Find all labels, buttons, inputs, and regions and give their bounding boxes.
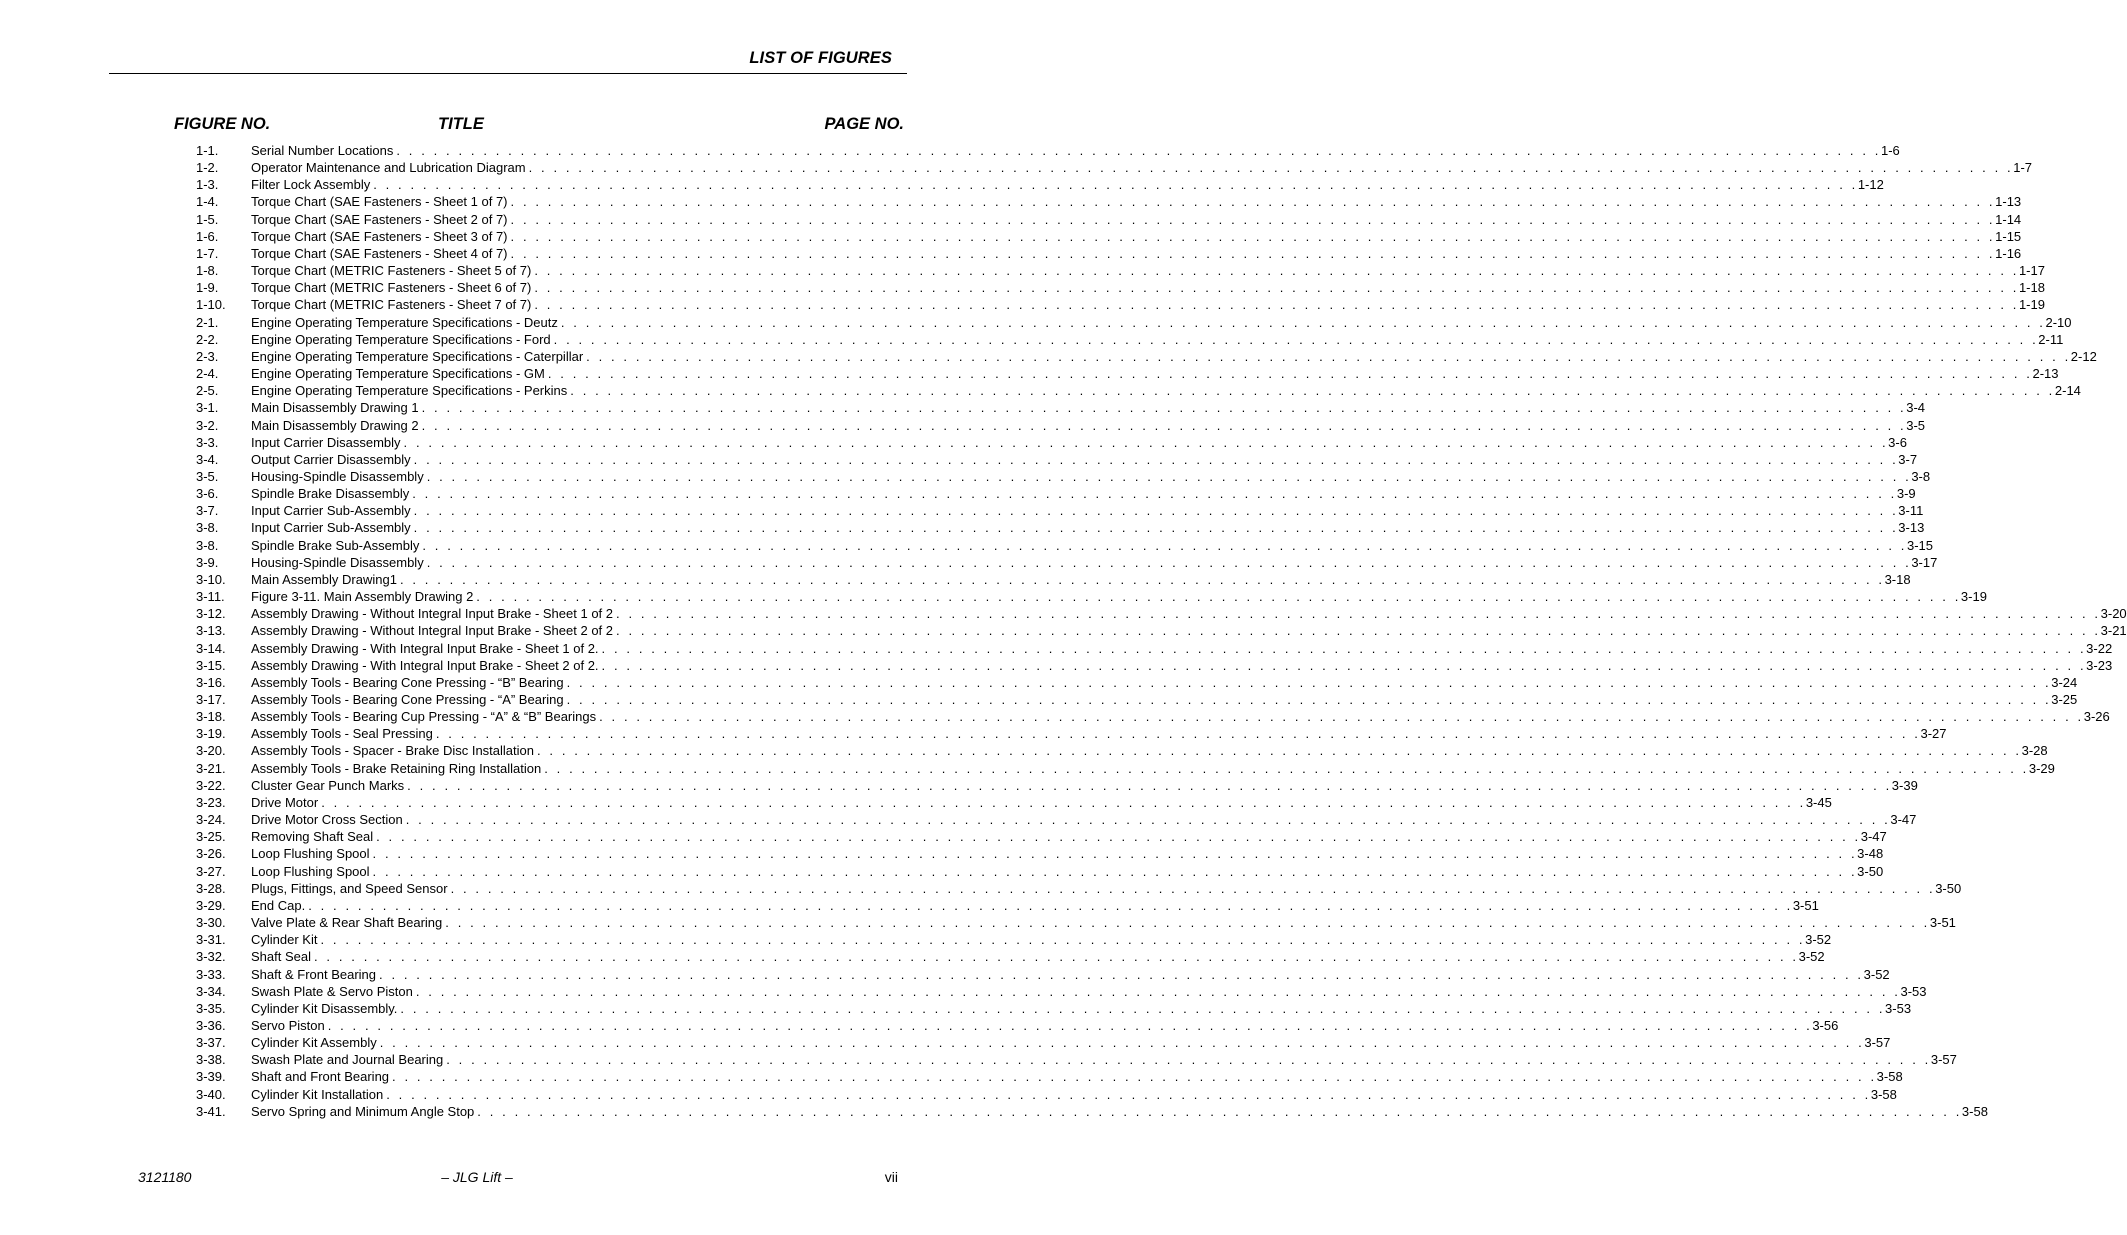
figure-page-number: 3-47 [1890,812,1917,828]
figure-number: 3-15. [196,657,226,673]
figure-number: 1-10. [196,297,226,313]
figure-number: 3-34. [196,983,226,999]
figure-page-number: 3-17 [1911,554,1938,570]
figure-page-number: 3-52 [1863,966,1890,982]
figure-number: 2-4. [196,366,219,382]
figure-page-number: 3-51 [1792,897,1819,913]
dot-leader: . . . . . . . . . . . . . . . . . . . . . . . . . . . . . . . . . . . . . . . . . . . . . . . . . . . . . . . . . . . . . . . . . . . . . . . . . . . . . . . . . . . . . . . . . . . . . . . . . . . . . . . . . . . . . . . . . . . . . . . . [616,606,2101,622]
figure-list-item[interactable] [196,262,2045,279]
figure-title: Assembly Tools - Seal Pressing [251,726,433,742]
figure-page-number: 2-11 [2038,331,2064,347]
figure-number: 3-23. [196,794,226,810]
figure-list-item[interactable] [196,1068,1903,1085]
dot-leader: . . . . . . . . . . . . . . . . . . . . . . . . . . . . . . . . . . . . . . . . . . . . . . . . . . . . . . . . . . . . . . . . . . . . . . . . . . . . . . . . . . . . . . . . . . . . . . . . . . . . . . . . . . . . . . . . . . . . . . . . [547,366,2033,382]
figure-number: 3-39. [196,1069,226,1085]
figure-list-item[interactable] [196,331,2064,348]
figure-number: 3-1. [196,400,219,416]
dot-leader: . . . . . . . . . . . . . . . . . . . . . . . . . . . . . . . . . . . . . . . . . . . . . . . . . . . . . . . . . . . . . . . . . . . . . . . . . . . . . . . . . . . . . . . . . . . . . . . . . . . . . . . . . . . . . . . . . . . . . . . . [396,143,1881,158]
figure-page-number: 3-58 [1876,1069,1903,1085]
dot-leader: . . . . . . . . . . . . . . . . . . . . . . . . . . . . . . . . . . . . . . . . . . . . . . . . . . . . . . . . . . . . . . . . . . . . . . . . . . . . . . . . . . . . . . . . . . . . . . . . . . . . . . . . . . . . . . . . . . . . . . . . [435,726,1921,742]
figure-number: 3-6. [196,486,219,502]
figure-list-item[interactable] [196,1086,1897,1103]
figure-page-number: 1-15 [1995,228,2022,244]
figure-page-number: 1-18 [2018,280,2045,296]
figure-page-number: 3-8 [1911,468,1931,484]
dot-leader: . . . . . . . . . . . . . . . . . . . . . . . . . . . . . . . . . . . . . . . . . . . . . . . . . . . . . . . . . . . . . . . . . . . . . . . . . . . . . . . . . . . . . . . . . . . . . . . . . . . . . . . . . . . . . . . . . . . . . . . . [599,709,2084,725]
figure-title: Serial Number Locations [251,143,394,158]
figure-list-item[interactable] [196,279,2045,296]
figure-title: Plugs, Fittings, and Speed Sensor [251,880,448,896]
figure-page-number: 1-17 [2018,263,2045,279]
figure-title: Assembly Tools - Bearing Cone Pressing - “A” Bearing [251,692,564,707]
figure-page-number: 3-20 [2100,606,2127,622]
figure-page-number: 3-5 [1906,417,1926,433]
dot-leader: . . . . . . . . . . . . . . . . . . . . . . . . . . . . . . . . . . . . . . . . . . . . . . . . . . . . . . . . . . . . . . . . . . . . . . . . . . . . . . . . . . . . . . . . . . . . . . . . . . . . . . . . . . . . . . . . . . . . . . . . [373,177,1858,193]
figure-page-number: 3-23 [2086,657,2113,673]
dot-leader: . . . . . . . . . . . . . . . . . . . . . . . . . . . . . . . . . . . . . . . . . . . . . . . . . . . . . . . . . . . . . . . . . . . . . . . . . . . . . . . . . . . . . . . . . . . . . . . . . . . . . . . . . . . . . . . . . . . . . . . . [450,880,1936,896]
column-header-title: TITLE [438,115,484,133]
figure-page-number: 3-9 [1896,486,1916,502]
figure-page-number: 2-10 [2045,314,2072,330]
figure-number: 3-26. [196,846,226,862]
figure-title: Input Carrier Disassembly [251,434,401,450]
dot-leader: . . . . . . . . . . . . . . . . . . . . . . . . . . . . . . . . . . . . . . . . . . . . . . . . . . . . . . . . . . . . . . . . . . . . . . . . . . . . . . . . . . . . . . . . . . . . . . . . . . . . . . . . . . . . . . . . . . . . . . . . [314,949,1799,965]
figure-page-number: 3-50 [1857,863,1884,879]
figure-page-number: 1-6 [1880,143,1900,158]
figure-page-number: 3-39 [1891,777,1918,793]
figure-title: Spindle Brake Disassembly [251,486,410,502]
figure-list-item[interactable] [196,914,1956,931]
dot-leader: . . . . . . . . . . . . . . . . . . . . . . . . . . . . . . . . . . . . . . . . . . . . . . . . . . . . . . . . . . . . . . . . . . . . . . . . . . . . . . . . . . . . . . . . . . . . . . . . . . . . . . . . . . . . . . . . . . . . . . . . [566,692,2052,707]
dot-leader: . . . . . . . . . . . . . . . . . . . . . . . . . . . . . . . . . . . . . . . . . . . . . . . . . . . . . . . . . . . . . . . . . . . . . . . . . . . . . . . . . . . . . . . . . . . . . . . . . . . . . . . . . . . . . . . . . . . . . . . . [570,383,2055,399]
figure-title: Assembly Drawing - Without Integral Input Brake - Sheet 1 of 2 [251,606,614,622]
figure-title: Cylinder Kit Disassembly. [251,1000,398,1016]
figure-page-number: 3-28 [2021,743,2048,759]
figure-number: 1-7. [196,245,219,261]
figure-title: Swash Plate and Journal Bearing [251,1052,444,1068]
figure-title: Figure 3-11. Main Assembly Drawing 2 [251,589,474,605]
dot-leader: . . . . . . . . . . . . . . . . . . . . . . . . . . . . . . . . . . . . . . . . . . . . . . . . . . . . . . . . . . . . . . . . . . . . . . . . . . . . . . . . . . . . . . . . . . . . . . . . . . . . . . . . . . . . . . . . . . . . . . . . [510,211,1996,227]
figure-list-item[interactable] [196,845,1884,862]
figure-list-item[interactable] [196,794,1832,811]
dot-leader: . . . . . . . . . . . . . . . . . . . . . . . . . . . . . . . . . . . . . . . . . . . . . . . . . . . . . . . . . . . . . . . . . . . . . . . . . . . . . . . . . . . . . . . . . . . . . . . . . . . . . . . . . . . . . . . . . . . . . . . . [422,537,1907,553]
figure-number: 3-29. [196,897,226,913]
page-header-title: LIST OF FIGURES [749,49,892,67]
figure-list-item[interactable] [196,211,2022,228]
figure-page-number: 2-14 [2054,383,2081,399]
figure-list-item[interactable] [196,314,2072,331]
figure-page-number: 3-22 [2086,640,2113,656]
figure-number: 3-40. [196,1086,226,1102]
figure-list-item[interactable] [196,811,1917,828]
dot-leader: . . . . . . . . . . . . . . . . . . . . . . . . . . . . . . . . . . . . . . . . . . . . . . . . . . . . . . . . . . . . . . . . . . . . . . . . . . . . . . . . . . . . . . . . . . . . . . . . . . . . . . . . . . . . . . . . . . . . . . . . [421,400,1907,416]
figure-list-item[interactable] [196,348,2097,365]
dot-leader: . . . . . . . . . . . . . . . . . . . . . . . . . . . . . . . . . . . . . . . . . . . . . . . . . . . . . . . . . . . . . . . . . . . . . . . . . . . . . . . . . . . . . . . . . . . . . . . . . . . . . . . . . . . . . . . . . . . . . . . . [321,794,1806,810]
figure-list-item[interactable] [196,193,2022,210]
figure-title: Torque Chart (METRIC Fasteners - Sheet 6 of 7) [251,280,532,296]
figure-list-item[interactable] [196,382,2081,399]
figure-page-number: 2-12 [2070,348,2097,364]
figure-number: 1-3. [196,177,219,193]
figure-list-item[interactable] [196,228,2022,245]
figure-number: 3-3. [196,434,219,450]
figure-title: Servo Piston [251,1017,325,1033]
dot-leader: . . . . . . . . . . . . . . . . . . . . . . . . . . . . . . . . . . . . . . . . . . . . . . . . . . . . . . . . . . . . . . . . . . . . . . . . . . . . . . . . . . . . . . . . . . . . . . . . . . . . . . . . . . . . . . . . . . . . . . . . [412,486,1897,502]
figure-list-item[interactable] [196,742,2048,759]
figure-title: Housing-Spindle Disassembly [251,554,424,570]
dot-leader: . . . . . . . . . . . . . . . . . . . . . . . . . . . . . . . . . . . . . . . . . . . . . . . . . . . . . . . . . . . . . . . . . . . . . . . . . . . . . . . . . . . . . . . . . . . . . . . . . . . . . . . . . . . . . . . . . . . . . . . . [426,554,1912,570]
figure-title: Engine Operating Temperature Specifications - Ford [251,331,551,347]
figure-number: 3-33. [196,966,226,982]
figure-title: Engine Operating Temperature Specifications - Deutz [251,314,558,330]
figure-page-number: 3-53 [1900,983,1927,999]
figure-number: 3-32. [196,949,226,965]
figure-list-item[interactable] [196,983,1927,1000]
figure-number: 3-41. [196,1103,226,1119]
dot-leader: . . . . . . . . . . . . . . . . . . . . . . . . . . . . . . . . . . . . . . . . . . . . . . . . . . . . . . . . . . . . . . . . . . . . . . . . . . . . . . . . . . . . . . . . . . . . . . . . . . . . . . . . . . . . . . . . . . . . . . . . [510,228,1996,244]
dot-leader: . . . . . . . . . . . . . . . . . . . . . . . . . . . . . . . . . . . . . . . . . . . . . . . . . . . . . . . . . . . . . . . . . . . . . . . . . . . . . . . . . . . . . . . . . . . . . . . . . . . . . . . . . . . . . . . . . . . . . . . . [510,194,1996,210]
figure-number: 2-2. [196,331,219,347]
dot-leader: . . . . . . . . . . . . . . . . . . . . . . . . . . . . . . . . . . . . . . . . . . . . . . . . . . . . . . . . . . . . . . . . . . . . . . . . . . . . . . . . . . . . . . . . . . . . . . . . . . . . . . . . . . . . . . . . . . . . . . . . [601,657,2087,673]
figure-page-number: 3-26 [2083,709,2110,725]
figure-list-item[interactable] [196,948,1825,965]
figure-page-number: 3-58 [1961,1103,1988,1119]
figure-title: Assembly Drawing - With Integral Input Brake - Sheet 1 of 2. [251,640,599,656]
figure-list-item[interactable] [196,760,2055,777]
dot-leader: . . . . . . . . . . . . . . . . . . . . . . . . . . . . . . . . . . . . . . . . . . . . . . . . . . . . . . . . . . . . . . . . . . . . . . . . . . . . . . . . . . . . . . . . . . . . . . . . . . . . . . . . . . . . . . . . . . . . . . . . [327,1017,1813,1033]
figure-title: Loop Flushing Spool [251,863,370,879]
figure-title: Assembly Tools - Spacer - Brake Disc Installation [251,743,534,759]
figure-number: 1-9. [196,280,219,296]
figure-number: 1-5. [196,211,219,227]
figure-page-number: 3-48 [1857,846,1884,862]
figure-list-item[interactable] [196,571,1911,588]
figure-number: 1-8. [196,263,219,279]
figure-title: Drive Motor Cross Section [251,812,403,828]
figure-title: Valve Plate & Rear Shaft Bearing [251,915,443,931]
figure-number: 2-5. [196,383,219,399]
figure-list-item[interactable] [196,691,2078,708]
figure-list-item[interactable] [196,674,2078,691]
dot-leader: . . . . . . . . . . . . . . . . . . . . . . . . . . . . . . . . . . . . . . . . . . . . . . . . . . . . . . . . . . . . . . . . . . . . . . . . . . . . . . . . . . . . . . . . . . . . . . . . . . . . . . . . . . . . . . . . . . . . . . . . [392,1069,1877,1085]
figure-number: 2-3. [196,348,219,364]
figure-page-number: 1-7 [2013,160,2033,176]
figure-list-item[interactable] [196,159,2033,176]
figure-title: Torque Chart (SAE Fasteners - Sheet 2 of 7) [251,211,508,227]
figure-title: Torque Chart (METRIC Fasteners - Sheet 5 of 7) [251,263,532,279]
figure-page-number: 1-13 [1995,194,2022,210]
figure-list-item[interactable] [196,863,1884,880]
dot-leader: . . . . . . . . . . . . . . . . . . . . . . . . . . . . . . . . . . . . . . . . . . . . . . . . . . . . . . . . . . . . . . . . . . . . . . . . . . . . . . . . . . . . . . . . . . . . . . . . . . . . . . . . . . . . . . . . . . . . . . . . [586,348,2071,364]
figure-number: 3-2. [196,417,219,433]
dot-leader: . . . . . . . . . . . . . . . . . . . . . . . . . . . . . . . . . . . . . . . . . . . . . . . . . . . . . . . . . . . . . . . . . . . . . . . . . . . . . . . . . . . . . . . . . . . . . . . . . . . . . . . . . . . . . . . . . . . . . . . . [601,640,2087,656]
figure-page-number: 3-13 [1898,520,1925,536]
figure-page-number: 3-52 [1798,949,1825,965]
dot-leader: . . . . . . . . . . . . . . . . . . . . . . . . . . . . . . . . . . . . . . . . . . . . . . . . . . . . . . . . . . . . . . . . . . . . . . . . . . . . . . . . . . . . . . . . . . . . . . . . . . . . . . . . . . . . . . . . . . . . . . . . [421,417,1907,433]
figure-number: 3-37. [196,1035,226,1051]
figure-page-number: 3-11 [1898,503,1924,519]
figure-list-item[interactable] [196,296,2045,313]
figure-list-item[interactable] [196,1051,1957,1068]
figure-list-item[interactable] [196,931,1832,948]
figure-title: Cluster Gear Punch Marks [251,777,405,793]
figure-title: Engine Operating Temperature Specifications - Perkins [251,383,568,399]
figure-title: Cylinder Kit Assembly [251,1035,377,1051]
dot-leader: . . . . . . . . . . . . . . . . . . . . . . . . . . . . . . . . . . . . . . . . . . . . . . . . . . . . . . . . . . . . . . . . . . . . . . . . . . . . . . . . . . . . . . . . . . . . . . . . . . . . . . . . . . . . . . . . . . . . . . . . [560,314,2046,330]
figure-number: 3-18. [196,709,226,725]
figure-list-item[interactable] [196,966,1890,983]
dot-leader: . . . . . . . . . . . . . . . . . . . . . . . . . . . . . . . . . . . . . . . . . . . . . . . . . . . . . . . . . . . . . . . . . . . . . . . . . . . . . . . . . . . . . . . . . . . . . . . . . . . . . . . . . . . . . . . . . . . . . . . . [446,1052,1931,1068]
figure-list-item[interactable] [196,725,1947,742]
figure-title: Engine Operating Temperature Specifications - GM [251,366,545,382]
figure-title: Torque Chart (SAE Fasteners - Sheet 3 of 7) [251,228,508,244]
figure-number: 2-1. [196,314,219,330]
figure-list-item[interactable] [196,657,2113,674]
figure-title: Assembly Drawing - With Integral Input Brake - Sheet 2 of 2. [251,657,599,673]
figure-page-number: 3-56 [1812,1017,1839,1033]
figure-list-item[interactable] [196,468,1931,485]
figure-list-item[interactable] [196,640,2113,657]
figure-number: 3-12. [196,606,226,622]
figure-list-item[interactable] [196,554,1938,571]
dot-leader: . . . . . . . . . . . . . . . . . . . . . . . . . . . . . . . . . . . . . . . . . . . . . . . . . . . . . . . . . . . . . . . . . . . . . . . . . . . . . . . . . . . . . . . . . . . . . . . . . . . . . . . . . . . . . . . . . . . . . . . . [553,331,2039,347]
figure-number: 3-24. [196,812,226,828]
figure-number: 3-28. [196,880,226,896]
figure-page-number: 3-57 [1864,1035,1891,1051]
figure-page-number: 1-14 [1995,211,2022,227]
header-divider [109,73,907,74]
dot-leader: . . . . . . . . . . . . . . . . . . . . . . . . . . . . . . . . . . . . . . . . . . . . . . . . . . . . . . . . . . . . . . . . . . . . . . . . . . . . . . . . . . . . . . . . . . . . . . . . . . . . . . . . . . . . . . . . . . . . . . . . [426,468,1912,484]
figure-title: Assembly Drawing - Without Integral Input Brake - Sheet 2 of 2 [251,623,614,639]
dot-leader: . . . . . . . . . . . . . . . . . . . . . . . . . . . . . . . . . . . . . . . . . . . . . . . . . . . . . . . . . . . . . . . . . . . . . . . . . . . . . . . . . . . . . . . . . . . . . . . . . . . . . . . . . . . . . . . . . . . . . . . . [320,932,1806,948]
figure-number: 3-35. [196,1000,226,1016]
figure-title: Cylinder Kit Installation [251,1086,384,1102]
dot-leader: . . . . . . . . . . . . . . . . . . . . . . . . . . . . . . . . . . . . . . . . . . . . . . . . . . . . . . . . . . . . . . . . . . . . . . . . . . . . . . . . . . . . . . . . . . . . . . . . . . . . . . . . . . . . . . . . . . . . . . . . [534,297,2019,313]
dot-leader: . . . . . . . . . . . . . . . . . . . . . . . . . . . . . . . . . . . . . . . . . . . . . . . . . . . . . . . . . . . . . . . . . . . . . . . . . . . . . . . . . . . . . . . . . . . . . . . . . . . . . . . . . . . . . . . . . . . . . . . . [510,245,1996,261]
figure-title: Cylinder Kit [251,932,318,948]
figure-number: 3-9. [196,554,219,570]
figure-number: 3-16. [196,674,226,690]
figure-title: Operator Maintenance and Lubrication Diagram [251,160,526,176]
figure-list-item[interactable] [196,1103,1988,1120]
figure-list-item[interactable] [196,451,1918,468]
figure-page-number: 3-18 [1884,571,1911,587]
figure-number: 3-10. [196,571,226,587]
figure-title: Shaft and Front Bearing [251,1069,390,1085]
figure-number: 3-8. [196,520,219,536]
figure-title: Main Disassembly Drawing 2 [251,417,419,433]
figure-list-item[interactable] [196,142,1900,159]
dot-leader: . . . . . . . . . . . . . . . . . . . . . . . . . . . . . . . . . . . . . . . . . . . . . . . . . . . . . . . . . . . . . . . . . . . . . . . . . . . . . . . . . . . . . . . . . . . . . . . . . . . . . . . . . . . . . . . . . . . . . . . . [379,966,1864,982]
dot-leader: . . . . . . . . . . . . . . . . . . . . . . . . . . . . . . . . . . . . . . . . . . . . . . . . . . . . . . . . . . . . . . . . . . . . . . . . . . . . . . . . . . . . . . . . . . . . . . . . . . . . . . . . . . . . . . . . . . . . . . . . [544,760,2029,776]
figure-number: 3-5. [196,468,219,484]
figure-title: Housing-Spindle Disassembly [251,468,424,484]
figure-title: Torque Chart (SAE Fasteners - Sheet 1 of 7) [251,194,508,210]
dot-leader: . . . . . . . . . . . . . . . . . . . . . . . . . . . . . . . . . . . . . . . . . . . . . . . . . . . . . . . . . . . . . . . . . . . . . . . . . . . . . . . . . . . . . . . . . . . . . . . . . . . . . . . . . . . . . . . . . . . . . . . . [528,160,2014,176]
figure-page-number: 3-50 [1935,880,1962,896]
figure-list-item[interactable] [196,828,1887,845]
figure-list-item[interactable] [196,588,1987,605]
figure-title: Drive Motor [251,794,319,810]
figure-number: 1-1. [196,143,219,158]
figure-number: 3-20. [196,743,226,759]
figure-title: Spindle Brake Sub-Assembly [251,537,420,553]
dot-leader: . . . . . . . . . . . . . . . . . . . . . . . . . . . . . . . . . . . . . . . . . . . . . . . . . . . . . . . . . . . . . . . . . . . . . . . . . . . . . . . . . . . . . . . . . . . . . . . . . . . . . . . . . . . . . . . . . . . . . . . . [415,983,1901,999]
dot-leader: . . . . . . . . . . . . . . . . . . . . . . . . . . . . . . . . . . . . . . . . . . . . . . . . . . . . . . . . . . . . . . . . . . . . . . . . . . . . . . . . . . . . . . . . . . . . . . . . . . . . . . . . . . . . . . . . . . . . . . . . [372,846,1858,862]
footer-doc-number: 3121180 [138,1169,192,1185]
dot-leader: . . . . . . . . . . . . . . . . . . . . . . . . . . . . . . . . . . . . . . . . . . . . . . . . . . . . . . . . . . . . . . . . . . . . . . . . . . . . . . . . . . . . . . . . . . . . . . . . . . . . . . . . . . . . . . . . . . . . . . . . [566,674,2052,690]
figure-page-number: 3-52 [1805,932,1832,948]
figure-list-item[interactable] [196,519,1925,536]
figure-title: Swash Plate & Servo Piston [251,983,413,999]
figure-title: Main Disassembly Drawing 1 [251,400,419,416]
figure-page-number: 3-51 [1929,915,1956,931]
figure-list-item[interactable] [196,1017,1839,1034]
figure-number: 3-11. [196,589,225,605]
figure-page-number: 3-25 [2051,692,2078,707]
dot-leader: . . . . . . . . . . . . . . . . . . . . . . . . . . . . . . . . . . . . . . . . . . . . . . . . . . . . . . . . . . . . . . . . . . . . . . . . . . . . . . . . . . . . . . . . . . . . . . . . . . . . . . . . . . . . . . . . . . . . . . . . [413,503,1899,519]
figure-page-number: 3-6 [1888,434,1907,450]
figure-page-number: 3-57 [1930,1052,1957,1068]
figure-list-item[interactable] [196,1034,1891,1051]
figure-page-number: 1-19 [2018,297,2045,313]
dot-leader: . . . . . . . . . . . . . . . . . . . . . . . . . . . . . . . . . . . . . . . . . . . . . . . . . . . . . . . . . . . . . . . . . . . . . . . . . . . . . . . . . . . . . . . . . . . . . . . . . . . . . . . . . . . . . . . . . . . . . . . . [308,897,1793,913]
figure-number: 1-6. [196,228,219,244]
figure-list-item[interactable] [196,622,2127,639]
figure-title: Main Assembly Drawing1 [251,571,397,587]
figure-list-item[interactable] [196,1000,1912,1017]
figure-page-number: 3-45 [1805,794,1832,810]
dot-leader: . . . . . . . . . . . . . . . . . . . . . . . . . . . . . . . . . . . . . . . . . . . . . . . . . . . . . . . . . . . . . . . . . . . . . . . . . . . . . . . . . . . . . . . . . . . . . . . . . . . . . . . . . . . . . . . . . . . . . . . . [372,863,1858,879]
figure-number: 3-36. [196,1017,226,1033]
figure-page-number: 3-29 [2028,760,2055,776]
figure-number: 3-22. [196,777,226,793]
footer-page-number: vii [884,1169,898,1185]
figure-number: 3-14. [196,640,226,656]
figure-page-number: 1-16 [1995,245,2022,261]
figure-list-item[interactable] [196,502,1924,519]
figure-number: 3-30. [196,915,226,931]
dot-leader: . . . . . . . . . . . . . . . . . . . . . . . . . . . . . . . . . . . . . . . . . . . . . . . . . . . . . . . . . . . . . . . . . . . . . . . . . . . . . . . . . . . . . . . . . . . . . . . . . . . . . . . . . . . . . . . . . . . . . . . . [534,280,2019,296]
figure-number: 3-25. [196,829,226,845]
column-header-page-no: PAGE NO. [824,115,904,133]
figure-list-item[interactable] [196,708,2110,725]
figure-list-item[interactable] [196,399,1926,416]
column-header-figure-no: FIGURE NO. [174,115,271,133]
figure-title: Output Carrier Disassembly [251,451,411,467]
figure-number: 1-4. [196,194,219,210]
figure-page-number: 2-13 [2032,366,2059,382]
figure-page-number: 3-4 [1906,400,1926,416]
figure-list-item[interactable] [196,880,1962,897]
figure-number: 3-7. [196,503,219,519]
dot-leader: . . . . . . . . . . . . . . . . . . . . . . . . . . . . . . . . . . . . . . . . . . . . . . . . . . . . . . . . . . . . . . . . . . . . . . . . . . . . . . . . . . . . . . . . . . . . . . . . . . . . . . . . . . . . . . . . . . . . . . . . [413,451,1899,467]
figure-title: Loop Flushing Spool [251,846,370,862]
figure-page-number: 3-53 [1885,1000,1912,1016]
figure-number: 3-38. [196,1052,226,1068]
figure-page-number: 3-24 [2051,674,2078,690]
figure-title: Torque Chart (METRIC Fasteners - Sheet 7 of 7) [251,297,532,313]
figure-title: Assembly Tools - Brake Retaining Ring Installation [251,760,542,776]
figure-number: 1-2. [196,160,219,176]
dot-leader: . . . . . . . . . . . . . . . . . . . . . . . . . . . . . . . . . . . . . . . . . . . . . . . . . . . . . . . . . . . . . . . . . . . . . . . . . . . . . . . . . . . . . . . . . . . . . . . . . . . . . . . . . . . . . . . . . . . . . . . . [386,1086,1871,1102]
figure-title: Filter Lock Assembly [251,177,371,193]
figure-number: 3-27. [196,863,226,879]
figure-title: Engine Operating Temperature Specifications - Caterpillar [251,348,584,364]
figure-list-item[interactable] [196,434,1907,451]
figure-number: 3-19. [196,726,226,742]
figure-number: 3-31. [196,932,226,948]
figure-list-item[interactable] [196,485,1916,502]
figure-page-number: 3-19 [1960,589,1987,605]
dot-leader: . . . . . . . . . . . . . . . . . . . . . . . . . . . . . . . . . . . . . . . . . . . . . . . . . . . . . . . . . . . . . . . . . . . . . . . . . . . . . . . . . . . . . . . . . . . . . . . . . . . . . . . . . . . . . . . . . . . . . . . . [534,263,2019,279]
dot-leader: . . . . . . . . . . . . . . . . . . . . . . . . . . . . . . . . . . . . . . . . . . . . . . . . . . . . . . . . . . . . . . . . . . . . . . . . . . . . . . . . . . . . . . . . . . . . . . . . . . . . . . . . . . . . . . . . . . . . . . . . [403,434,1889,450]
figure-page-number: 3-27 [1920,726,1947,742]
figure-list [196,142,2127,1120]
dot-leader: . . . . . . . . . . . . . . . . . . . . . . . . . . . . . . . . . . . . . . . . . . . . . . . . . . . . . . . . . . . . . . . . . . . . . . . . . . . . . . . . . . . . . . . . . . . . . . . . . . . . . . . . . . . . . . . . . . . . . . . . [536,743,2022,759]
figure-list-item[interactable] [196,777,1918,794]
dot-leader: . . . . . . . . . . . . . . . . . . . . . . . . . . . . . . . . . . . . . . . . . . . . . . . . . . . . . . . . . . . . . . . . . . . . . . . . . . . . . . . . . . . . . . . . . . . . . . . . . . . . . . . . . . . . . . . . . . . . . . . . [445,915,1930,931]
dot-leader: . . . . . . . . . . . . . . . . . . . . . . . . . . . . . . . . . . . . . . . . . . . . . . . . . . . . . . . . . . . . . . . . . . . . . . . . . . . . . . . . . . . . . . . . . . . . . . . . . . . . . . . . . . . . . . . . . . . . . . . . [379,1035,1865,1051]
dot-leader: . . . . . . . . . . . . . . . . . . . . . . . . . . . . . . . . . . . . . . . . . . . . . . . . . . . . . . . . . . . . . . . . . . . . . . . . . . . . . . . . . . . . . . . . . . . . . . . . . . . . . . . . . . . . . . . . . . . . . . . . [407,777,1892,793]
figure-list-item[interactable] [196,417,1926,434]
figure-list-item[interactable] [196,365,2059,382]
figure-list-item[interactable] [196,897,1819,914]
dot-leader: . . . . . . . . . . . . . . . . . . . . . . . . . . . . . . . . . . . . . . . . . . . . . . . . . . . . . . . . . . . . . . . . . . . . . . . . . . . . . . . . . . . . . . . . . . . . . . . . . . . . . . . . . . . . . . . . . . . . . . . . [400,1000,1886,1016]
figure-page-number: 3-15 [1906,537,1934,553]
figure-title: Input Carrier Sub-Assembly [251,503,411,519]
figure-number: 3-17. [196,692,226,707]
figure-title: Assembly Tools - Bearing Cone Pressing - “B” Bearing [251,674,564,690]
figure-page-number: 3-21 [2100,623,2127,639]
figure-page-number: 3-47 [1860,829,1887,845]
figure-list-item[interactable] [196,605,2127,622]
dot-leader: . . . . . . . . . . . . . . . . . . . . . . . . . . . . . . . . . . . . . . . . . . . . . . . . . . . . . . . . . . . . . . . . . . . . . . . . . . . . . . . . . . . . . . . . . . . . . . . . . . . . . . . . . . . . . . . . . . . . . . . . [405,812,1891,828]
figure-title: Shaft Seal [251,949,311,965]
figure-list-item[interactable] [196,537,1934,554]
figure-number: 3-8. [196,537,219,553]
dot-leader: . . . . . . . . . . . . . . . . . . . . . . . . . . . . . . . . . . . . . . . . . . . . . . . . . . . . . . . . . . . . . . . . . . . . . . . . . . . . . . . . . . . . . . . . . . . . . . . . . . . . . . . . . . . . . . . . . . . . . . . . [376,829,1861,845]
figure-title: Removing Shaft Seal [251,829,374,845]
figure-title: Servo Spring and Minimum Angle Stop [251,1103,475,1119]
dot-leader: . . . . . . . . . . . . . . . . . . . . . . . . . . . . . . . . . . . . . . . . . . . . . . . . . . . . . . . . . . . . . . . . . . . . . . . . . . . . . . . . . . . . . . . . . . . . . . . . . . . . . . . . . . . . . . . . . . . . . . . . [616,623,2101,639]
footer-company: – JLG Lift – [441,1169,513,1185]
dot-leader: . . . . . . . . . . . . . . . . . . . . . . . . . . . . . . . . . . . . . . . . . . . . . . . . . . . . . . . . . . . . . . . . . . . . . . . . . . . . . . . . . . . . . . . . . . . . . . . . . . . . . . . . . . . . . . . . . . . . . . . . [413,520,1899,536]
dot-leader: . . . . . . . . . . . . . . . . . . . . . . . . . . . . . . . . . . . . . . . . . . . . . . . . . . . . . . . . . . . . . . . . . . . . . . . . . . . . . . . . . . . . . . . . . . . . . . . . . . . . . . . . . . . . . . . . . . . . . . . . [476,589,1961,605]
dot-leader: . . . . . . . . . . . . . . . . . . . . . . . . . . . . . . . . . . . . . . . . . . . . . . . . . . . . . . . . . . . . . . . . . . . . . . . . . . . . . . . . . . . . . . . . . . . . . . . . . . . . . . . . . . . . . . . . . . . . . . . . [477,1103,1962,1119]
figure-number: 3-21. [196,760,226,776]
figure-page-number: 3-58 [1870,1086,1897,1102]
figure-number: 3-4. [196,451,219,467]
figure-number: 3-13. [196,623,226,639]
figure-page-number: 3-7 [1898,451,1918,467]
figure-title: Torque Chart (SAE Fasteners - Sheet 4 of 7) [251,245,508,261]
figure-title: Input Carrier Sub-Assembly [251,520,411,536]
figure-title: Assembly Tools - Bearing Cup Pressing - “A” & “B” Bearings [251,709,597,725]
figure-list-item[interactable] [196,176,1884,193]
figure-title: End Cap. [251,897,306,913]
figure-list-item[interactable] [196,245,2022,262]
figure-title: Shaft & Front Bearing [251,966,377,982]
figure-page-number: 1-12 [1857,177,1884,193]
dot-leader: . . . . . . . . . . . . . . . . . . . . . . . . . . . . . . . . . . . . . . . . . . . . . . . . . . . . . . . . . . . . . . . . . . . . . . . . . . . . . . . . . . . . . . . . . . . . . . . . . . . . . . . . . . . . . . . . . . . . . . . . [399,571,1885,587]
